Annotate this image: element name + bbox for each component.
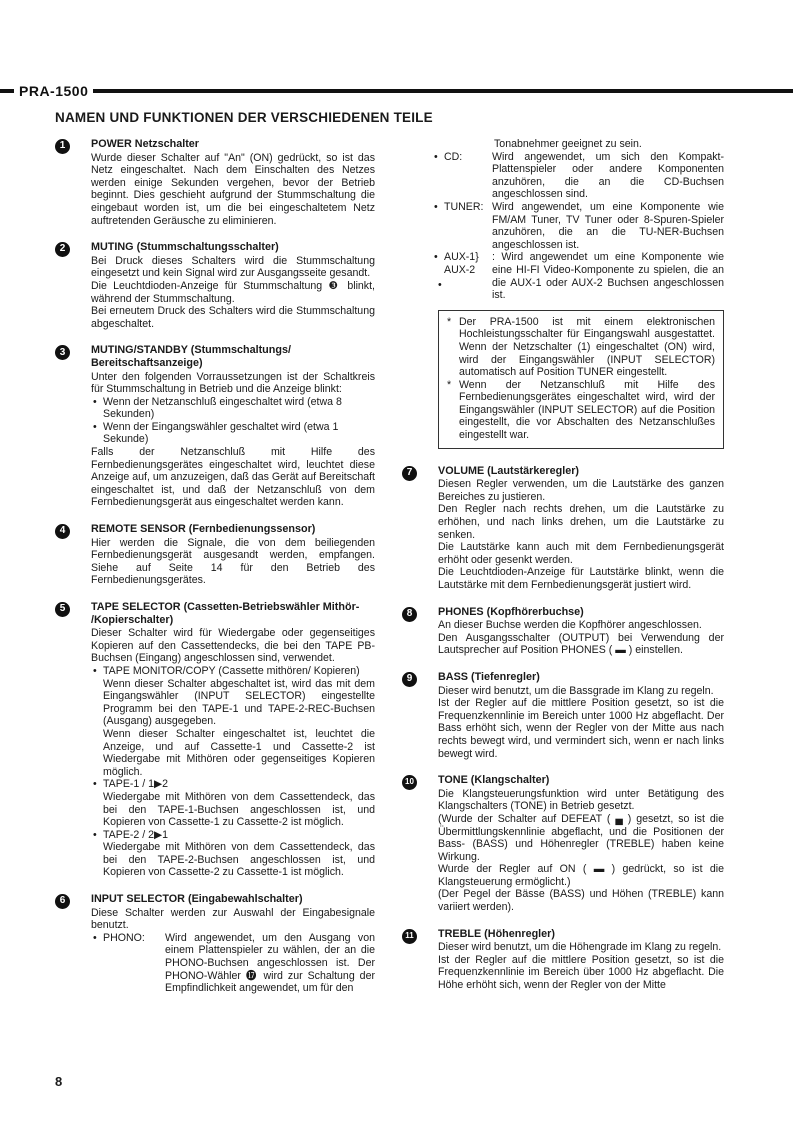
section-muting-standby (55, 344, 375, 509)
section-text: (Wurde der Schalter auf DEFEAT ( ▄ ) gesetzt, so ist die Übermittlungskennlinie abgeflacht, und die Positionen der Bass- (BASS) und Höhenregler (TREBLE) haben keine Wirkung. (438, 812, 724, 863)
option-text: Wird angewendet, um eine Komponente wie FM/AM Tuner, TV Tuner oder 8-Spuren-Spieler anzuhören, die an die TU-NER-Buchsen angeschlossen ist. (492, 200, 724, 251)
list-item-text: Wiedergabe mit Mithören von dem Cassettendeck, das bei den TAPE-2-Buchsen angeschlossen ist, und Kopieren von Cassette-2 zu Cassette-1 ist möglich. (103, 841, 375, 879)
option-label: TUNER: (444, 200, 484, 213)
section-text: Falls der Netzanschluß mit Hilfe des Fernbedienungsgerätes eingeschaltet wird, leuchtet diese Anzeige auf, um anzuzeigen, daß das Gerät auf Bereitschaft eingeschaltet ist, und daß der Netzanschluß von dem Fernbedienungsgerät aus eingeschaltet werden kann. (91, 446, 375, 509)
section-text: Diese Schalter werden zur Auswahl der Eingabesignale benutzt. (91, 906, 375, 932)
section-text: Bei Druck dieses Schalters wird die Stummschaltung eingesetzt und kein Signal wird zur Ausgangsseite gesandt. (91, 254, 375, 280)
section-number: 10 (402, 775, 417, 790)
section-text: Ist der Regler auf die mittlere Position gesetzt, so ist die Frequenzkennlinie im Bereich über 1000 Hz abgeflacht. Die Höhe erhöht sich, wenn der Regler von der Mitte (438, 953, 724, 992)
list-item-head: • TAPE-2 / 2▶1 (103, 828, 169, 841)
section-bass (402, 671, 724, 760)
option-label: PHONO: (103, 931, 145, 944)
section-text: Die Leuchtdioden-Anzeige für Lautstärke blinkt, wenn die Lautstärke mit dem Fernbedienungsgerät justiert wird. (438, 566, 724, 591)
section-text: (Der Pegel der Bässe (BASS) und Höhen (TREBLE) kann variiert werden). (438, 888, 724, 914)
section-text: Ist der Regler auf die mittlere Position gesetzt, so ist die Frequenzkennlinie im Bereich unter 1000 Hz abgeflacht. Der Bass erhöht sich, wenn der Regler von der Mitte aus nach rechts bewegt wird, und vermindert sich, wenn er nach links bewegt wird. (438, 697, 724, 760)
section-treble (402, 928, 724, 992)
section-title: MUTING/STANDBY (Stummschaltungs/ Bereitschaftsanzeige) (91, 344, 291, 369)
section-title: BASS (Tiefenregler) (438, 670, 540, 683)
section-title: POWER Netzschalter (91, 138, 199, 150)
section-title: TAPE SELECTOR (Cassetten-Betriebswähler Mithör- /Kopierschalter) (91, 601, 360, 626)
section-text: Die Klangsteuerungsfunktion wird unter Betätigung des Klangschalters (TONE) in Betrieb gesetzt. (438, 787, 724, 813)
right-column (405, 138, 725, 992)
section-number: 5 (55, 602, 70, 617)
list-item (91, 665, 375, 778)
bullet-marker: • (438, 279, 442, 291)
section-text: Die Leuchtdioden-Anzeige für Stummschaltung ❸ blinkt, während der Stummschaltung. (91, 279, 375, 305)
button-released-icon: ▬ (615, 644, 626, 657)
section-title: MUTING (Stummschaltungsschalter) (91, 241, 279, 254)
section-text: Den Regler nach rechts drehen, um die Lautstärke zu erhöhen, und nach links drehen, um die Lautstärke zu senken. (438, 503, 724, 541)
section-power (55, 138, 375, 227)
section-title: TREBLE (Höhenregler) (438, 927, 555, 940)
section-number: 7 (402, 466, 417, 481)
section-number: 1 (55, 139, 70, 154)
section-volume (402, 465, 724, 592)
option-label: AUX-1 (444, 251, 476, 264)
header-bar (0, 84, 793, 98)
header-rule (0, 89, 793, 93)
phono-continuation: Tonabnehmer geeignet zu sein. (494, 138, 642, 150)
section-text: An dieser Buchse werden die Kopfhörer angeschlossen. (438, 619, 702, 632)
list-item-text: Wenn dieser Schalter eingeschaltet ist, leuchtet die Anzeige, und auf Cassette-1 und Cassette-2 ist Wiedergabe mit Mithören oder gegenseitiges Kopieren möglich. (103, 727, 375, 778)
input-option-tuner (432, 201, 724, 251)
section-tone (402, 774, 724, 914)
list-item (91, 778, 375, 828)
input-option-phono (91, 932, 375, 995)
section-remote-sensor (55, 523, 375, 587)
list-item-head: • TAPE MONITOR/COPY (Cassette mithören/ Kopieren) (103, 664, 360, 677)
section-input-selector (55, 893, 375, 995)
option-text: : Wird angewendet um eine Komponente wie eine HI-FI Video-Komponente zu spielen, die an die AUX-1 oder AUX-2 Buchsen angeschlossen ist. (492, 251, 724, 302)
option-label: AUX-2 (444, 263, 476, 276)
section-text: Dieser wird benutzt, um die Bassgrade im Klang zu regeln. (438, 684, 714, 697)
section-text: Hier werden die Signale, die von dem beiliegenden Fernbedienungsgerät ausgesandt werden, empfangen. Siehe auf Seite 14 für den Betrieb des Fernbedienungsgerätes. (91, 536, 375, 587)
section-number: 4 (55, 524, 70, 539)
option-text: Wird angewendet, um den Ausgang von einem Plattenspieler zu wählen, der an die PHONO-Buchsen angeschlossen ist. Der PHONO-Wähler ⓱ wird zur Schaltung der Empfindlichkeit angewendet, um für den (165, 931, 375, 995)
note-item: * Der PRA-1500 ist mit einem elektronischen Hochleistungsschalter für Eingangswahl ausgestattet. Wenn der Netzschalter (1) eingeschaltet (ON) wird, wird der Eingangswähler (INPUT SELECTOR) automatisch auf Position TUNER eingestellt. (447, 316, 715, 379)
section-text: Die Lautstärke kann auch mit dem Fernbedienungsgerät erhöht oder gesenkt werden. (438, 541, 724, 566)
section-text: Bei erneutem Druck des Schalters wird die Stummschaltung abgeschaltet. (91, 305, 375, 330)
section-text: Den Ausgangsschalter (OUTPUT) bei Verwendung der Lautsprecher auf Position PHONES ( ▬ ) einstellen. (438, 631, 724, 657)
section-title: VOLUME (Lautstärkeregler) (438, 464, 579, 477)
section-muting (55, 241, 375, 330)
note-item: * Wenn der Netzanschluß mit Hilfe des Fernbedienungsgerätes eingeschaltet wird, wird der Eingangswähler (INPUT SELECTOR) auf die Position eingestellt, die vor Abschalten des Netzanschlußes eingestellt war. (447, 379, 715, 442)
left-column (55, 138, 375, 995)
bullet-list (91, 396, 375, 446)
list-item-text: Wiedergabe mit Mithören von dem Cassettendeck, das bei den TAPE-1-Buchsen angeschlossen ist, und Kopieren von Cassette-1 zu Cassette-2 ist möglich. (103, 790, 375, 829)
page-title: NAMEN UND FUNKTIONEN DER VERSCHIEDENEN TEILE (55, 110, 433, 125)
button-pressed-icon: ▄ (615, 812, 623, 825)
section-number: 11 (402, 929, 417, 944)
section-title: PHONES (Kopfhörerbuchse) (438, 605, 584, 618)
section-number: 9 (402, 672, 417, 687)
section-title: INPUT SELECTOR (Eingabewahlschalter) (91, 893, 303, 906)
list-item-text: Wenn dieser Schalter abgeschaltet ist, wird das mit dem Eingangswähler (INPUT SELECTOR) eingestellte Programm bei den TAPE-1 und TAPE-2-REC-Buchsen (Ausgang) ausgegeben. (103, 677, 375, 728)
header-rule-lead (0, 89, 14, 93)
bullet-list (91, 665, 375, 879)
list-item: • Wenn der Eingangswähler geschaltet wird (etwa 1 Sekunde) (91, 421, 375, 446)
list-item-head: • TAPE-1 / 1▶2 (103, 778, 169, 791)
list-item: • Wenn der Netzanschluß eingeschaltet wird (etwa 8 Sekunden) (91, 396, 375, 421)
option-label-group (444, 251, 492, 276)
section-text: Unter den folgenden Vorraussetzungen ist der Schaltkreis für Stummschaltung in Betrieb und die Anzeige blinkt: (91, 370, 375, 396)
section-number: 6 (55, 894, 70, 909)
section-text: Diesen Regler verwenden, um die Lautstärke des ganzen Bereiches zu justieren. (438, 478, 724, 503)
section-title: REMOTE SENSOR (Fernbedienungssensor) (91, 523, 316, 536)
section-text: Wurde der Regler auf ON ( ▬ ) gedrückt, so ist die Klangsteuerung ermöglicht.) (438, 863, 725, 888)
section-text: Wurde dieser Schalter auf "An" (ON) gedrückt, so ist das Netz eingeschaltet. Nach dem Einschalten des Netzes werden einige Sekunden vergehen, bevor der Betrieb beginnt. Dies geschieht aufgrund der Stummschaltung die eingebaut worden ist, um die bei eingeschaltetem Netz auftretenden Geräusche zu eliminieren. (91, 151, 375, 227)
section-tape-selector (55, 601, 375, 879)
list-item (91, 829, 375, 879)
note-box (438, 310, 724, 449)
section-text: Dieser Schalter wird für Wiedergabe oder gegenseitiges Kopieren auf den Cassettendecks, die bei den TAPE PB-Buchsen (Eingang) angeschlossen sind, verwendet. (91, 627, 375, 665)
model-name: PRA-1500 (14, 83, 93, 99)
option-text: Wird angewendet, um sich den Kompakt-Plattenspieler oder andere Komponenten anzuhören, die an die CD-Buchsen angeschlossen sind. (492, 150, 724, 201)
section-number: 2 (55, 242, 70, 257)
section-phones (402, 606, 724, 657)
section-title: TONE (Klangschalter) (438, 774, 550, 787)
option-label: CD: (444, 150, 463, 163)
input-option-aux (432, 251, 724, 301)
section-number: 3 (55, 345, 70, 360)
brace-icon: } (475, 251, 479, 264)
input-option-cd (432, 151, 724, 201)
button-released-icon: ▬ (593, 863, 605, 876)
section-number: 8 (402, 607, 417, 622)
section-text: Dieser wird benutzt, um die Höhengrade im Klang zu regeln. (438, 941, 722, 954)
page-number: 8 (55, 1074, 63, 1089)
